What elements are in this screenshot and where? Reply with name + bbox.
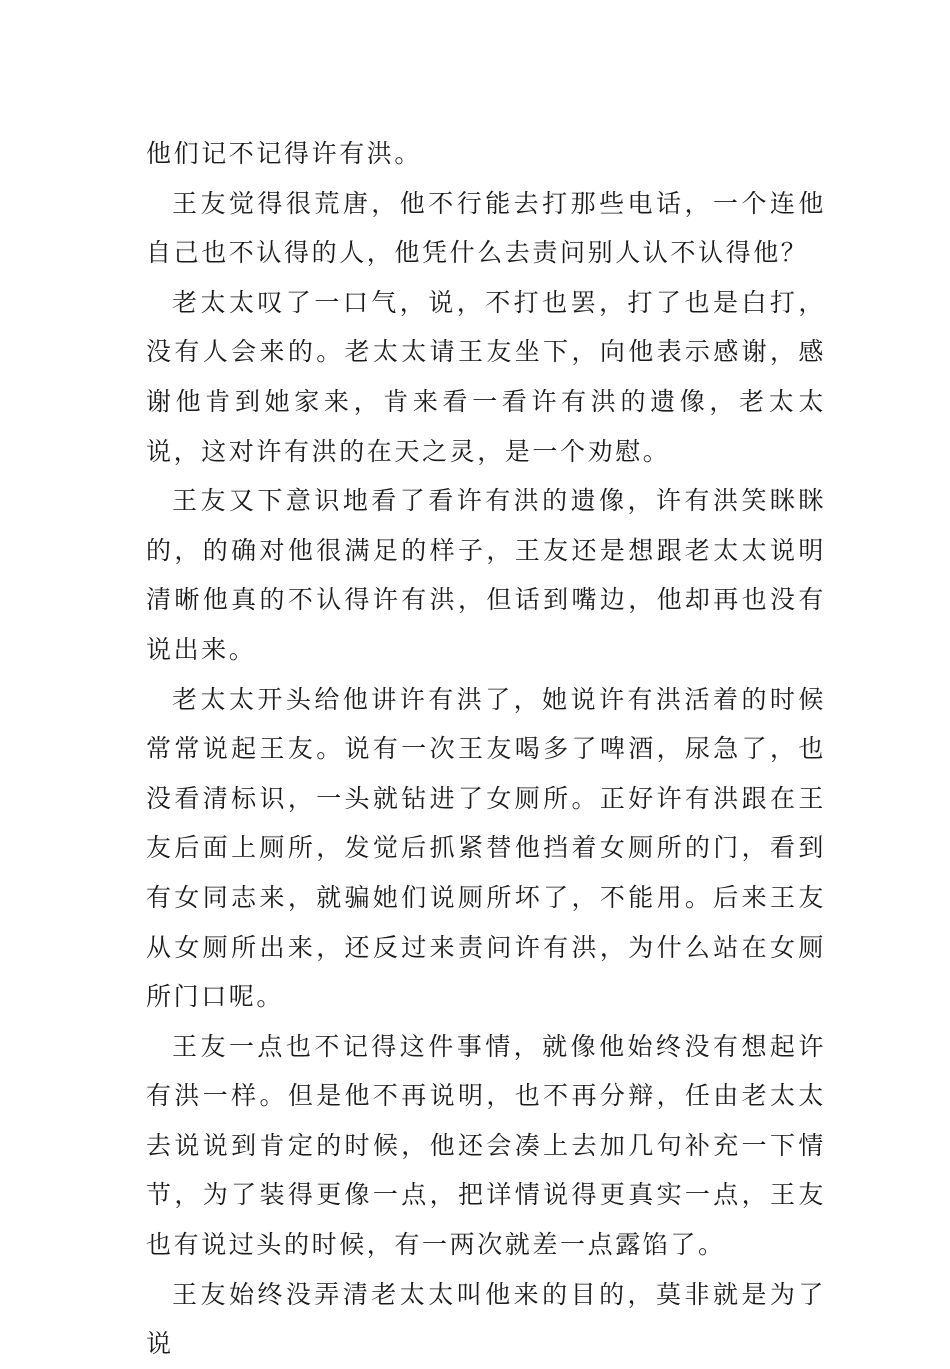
paragraph: 王友又下意识地看了看许有洪的遗像，许有洪笑眯眯的，的确对他很满足的样子，王友还是想跟老太太说明清晰他真的不认得许有洪，但话到嘴边，他却再也没有说出来。 xyxy=(146,486,826,664)
document-body xyxy=(146,129,826,1369)
paragraph: 老太太叹了一口气，说，不打也罢，打了也是白打，没有人会来的。老太太请王友坐下，向他表示感谢，感谢他肯到她家来，肯来看一看许有洪的遗像，老太太说，这对许有洪的在天之灵，是一个劝慰。 xyxy=(146,287,826,466)
paragraph: 他们记不记得许有洪。 xyxy=(146,139,423,168)
paragraph: 老太太开头给他讲许有洪了，她说许有洪活着的时候常常说起王友。说有一次王友喝多了啤酒，尿急了，也没看清标识，一头就钻进了女厕所。正好许有洪跟在王友后面上厕所，发觉后抓紧替他挡着女厕所的门，看到有女同志来，就骗她们说厕所坏了，不能用。后来王友从女厕所出来，还反过来责问许有洪，为什么站在女厕所门口呢。 xyxy=(146,684,826,1012)
paragraph: 王友一点也不记得这件事情，就像他始终没有想起许有洪一样。但是他不再说明，也不再分辩，任由老太太去说说到肯定的时候，他还会凑上去加几句补充一下情节，为了装得更像一点，把详情说得更真实一点，王友也有说过头的时候，有一两次就差一点露馅了。 xyxy=(146,1031,826,1260)
paragraph: 王友始终没弄清老太太叫他来的目的，莫非就是为了说 xyxy=(146,1279,826,1359)
paragraph: 王友觉得很荒唐，他不行能去打那些电话，一个连他自己也不认得的人，他凭什么去责问别人认不认得他？ xyxy=(146,188,826,268)
